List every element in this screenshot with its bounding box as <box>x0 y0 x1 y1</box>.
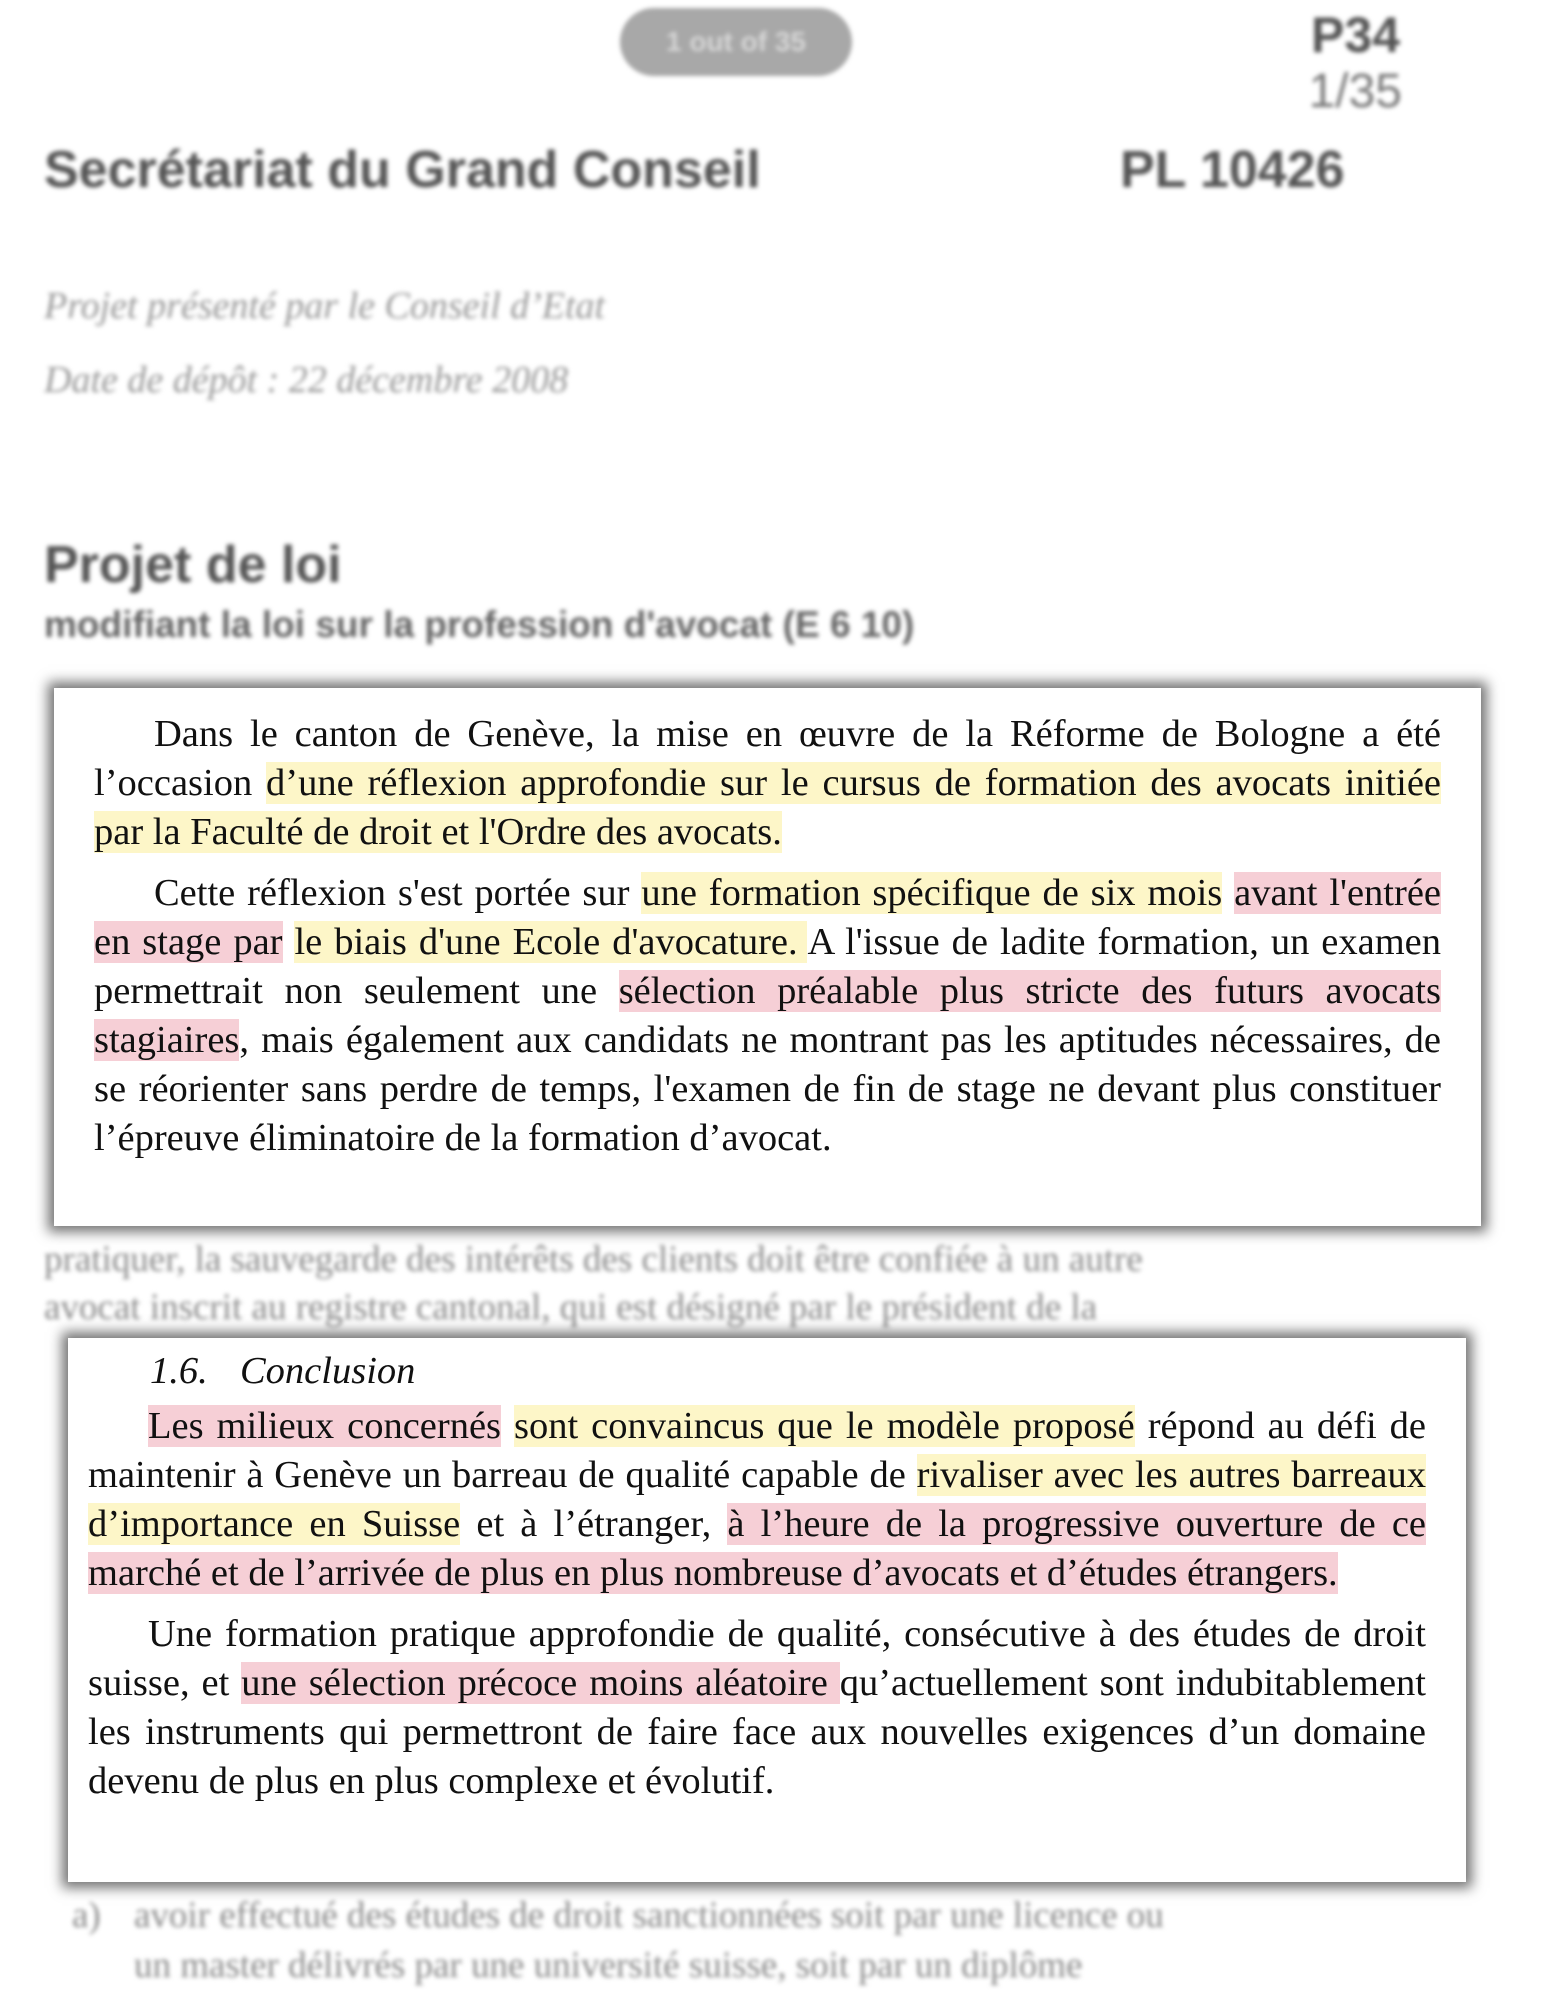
paragraph <box>94 710 1441 857</box>
bill-number: PL 10426 <box>1120 141 1345 199</box>
paragraph <box>88 1402 1426 1598</box>
presented-by: Projet présenté par le Conseil d’Etat <box>44 285 606 327</box>
text-span <box>501 1405 514 1447</box>
text-span: qu’actuellement sont indubitablement les instruments qui permettront de faire face aux nouvelles exigences d’un domaine devenu de plus en plus complexe et évolutif. <box>88 1662 1426 1802</box>
highlight-red: à l’heure de la progressive ouverture de ce marché et de l’arrivée de plus en plus nombreuse d’avocats et d’études étrangers. <box>88 1503 1427 1594</box>
highlight-red: avant l'entrée en stage par <box>94 872 1441 963</box>
paragraph <box>88 1610 1426 1806</box>
highlight-red: Les milieux concernés <box>148 1405 502 1447</box>
section-title: Conclusion <box>240 1350 416 1392</box>
paragraph <box>94 869 1441 1163</box>
highlight-yellow: sont convaincus que le modèle proposé <box>514 1405 1135 1447</box>
page-indicator-text: 1 out of 35 <box>665 26 806 57</box>
highlight-red: une sélection précoce moins aléatoire <box>241 1662 840 1704</box>
highlight-red: sélection préalable plus stricte des futurs avocats stagiaires <box>94 970 1441 1061</box>
section-heading <box>150 1348 1426 1394</box>
background-text-line: pratiquer, la sauvegarde des intérêts des clients doit être confiée à un autre <box>44 1239 1143 1280</box>
highlighted-excerpt-bologna-reform <box>54 688 1481 1226</box>
highlight-yellow: une formation spécifique de six mois <box>641 872 1223 914</box>
deposit-date: Date de dépôt : 22 décembre 2008 <box>44 359 569 401</box>
doc-code: P34 <box>1311 7 1400 63</box>
text-span: Dans le canton de Genève, la mise en œuvre de la Réforme de Bologne a été l’occasion <box>94 713 1441 804</box>
text-span: et à l’étranger, <box>460 1503 728 1545</box>
section-number: 1.6. <box>150 1350 208 1392</box>
highlight-yellow: le biais d'une Ecole d'avocature. <box>294 921 808 963</box>
text-span: Cette réflexion s'est portée sur <box>154 872 642 914</box>
document-title: Projet de loi <box>44 536 342 594</box>
list-item-marker: a) <box>72 1895 101 1936</box>
organization-name: Secrétariat du Grand Conseil <box>44 141 761 199</box>
text-span: , mais également aux candidats ne montrant pas les aptitudes nécessaires, de se réorienter sans perdre de temps, l'examen de fin de stage ne devant plus constituer l’épreuve éliminatoire de la formation d’avocat. <box>94 1019 1441 1159</box>
page-indicator-pill[interactable] <box>620 8 852 76</box>
background-text-line: un master délivrés par une université suisse, soit par un diplôme <box>134 1945 1083 1986</box>
highlighted-excerpt-conclusion <box>68 1338 1466 1882</box>
page-fraction: 1/35 <box>1308 65 1402 118</box>
background-text-line: avocat inscrit au registre cantonal, qui est désigné par le président de la <box>44 1287 1098 1328</box>
text-span: Une formation pratique approfondie de qualité, consécutive à des études de droit suisse, et <box>88 1613 1426 1704</box>
highlight-yellow: d’une réflexion approfondie sur le cursus de formation des avocats initiée par la Faculté de droit et l'Ordre des avocats. <box>94 762 1441 853</box>
background-text-line: avoir effectué des études de droit sanctionnées soit par une licence ou <box>134 1895 1164 1936</box>
text-span: A l'issue de ladite formation, un examen permettrait non seulement une <box>94 921 1441 1012</box>
document-subtitle: modifiant la loi sur la profession d'avocat (E 6 10) <box>44 604 915 645</box>
text-span <box>283 921 295 963</box>
text-span <box>1222 872 1234 914</box>
text-span: répond au défi de maintenir à Genève un barreau de qualité capable de <box>88 1405 1426 1496</box>
highlight-yellow: rivaliser avec les autres barreaux d’importance en Suisse <box>88 1454 1426 1545</box>
